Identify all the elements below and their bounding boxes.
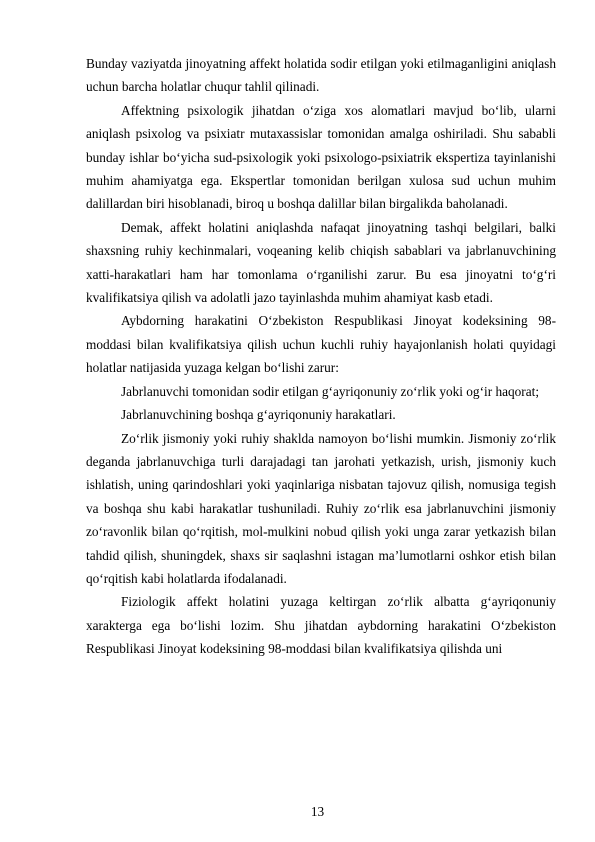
paragraph: Zo‘rlik jismoniy yoki ruhiy shaklda namoyon bo‘lishi mumkin. Jismoniy zo‘rlik deganda jabrlanuvchiga turli darajadagi tan jarohati yetkazish, urish, jismoniy kuch ishlatish, uning qarindoshlari yoki yaqinlariga nisbatan tajovuz qilish, nomusiga tegish va boshqa shu kabi harakatlar tushuniladi. Ruhiy zo‘rlik esa jabrlanuvchini jismoniy zo‘ravonlik bilan qo‘rqitish, mol-mulkini nobud qilish yoki unga zarar yetkazish bilan tahdid qilish, shuningdek, shaxs sir saqlashni istagan ma’lumotlarni oshkor etish bilan qo‘rqitish kabi holatlarda ifodalanadi. xyxy=(86,430,556,586)
paragraph: Aybdorning harakatini O‘zbekiston Respublikasi Jinoyat kodeksining 98-moddasi bilan kvalifikatsiya qilish uchun kuchli ruhiy hayajonlanish holati quyidagi holatlar natijasida yuzaga kelgan bo‘lishi zarur: xyxy=(86,313,556,376)
paragraph: Jabrlanuvchi tomonidan sodir etilgan g‘ayriqonuniy zo‘rlik yoki og‘ir haqorat; xyxy=(121,383,540,399)
paragraph: Affektning psixologik jihatdan o‘ziga xos alomatlari mavjud bo‘lib, ularni aniqlash psixolog va psixiatr mutaxassislar tomonidan amalga oshiriladi. Shu sababli bunday ishlar bo‘yicha sud-psixologik yoki psixologo-psixiatrik ekspertiza tayinlanishi muhim ahamiyatga ega. Ekspertlar tomonidan berilgan xulosa sud uchun muhim dalillardan biri hisoblanadi, biroq u boshqa dalillar bilan birgalikda baholanadi. xyxy=(86,102,556,212)
page-number: 13 xyxy=(310,804,325,819)
paragraph: Jabrlanuvchining boshqa g‘ayriqonuniy harakatlari. xyxy=(121,407,396,423)
document-body xyxy=(86,52,556,661)
paragraph: Bunday vaziyatda jinoyatning affekt holatida sodir etilgan yoki etilmaganligini aniqlash uchun barcha holatlar chuqur tahlil qilinadi. xyxy=(86,56,556,95)
paragraph: Fiziologik affekt holatini yuzaga keltirgan zo‘rlik albatta g‘ayriqonuniy xarakterga ega bo‘lishi lozim. Shu jihatdan aybdorning harakatini O‘zbekiston Respublikasi Jinoyat kodeksining 98-moddasi bilan kvalifikatsiya qilishda uni xyxy=(86,594,556,657)
paragraph: Demak, affekt holatini aniqlashda nafaqat jinoyatning tashqi belgilari, balki shaxsning ruhiy kechinmalari, voqeaning kelib chiqish sabablari va jabrlanuvchining xatti-harakatlari ham har tomonlama o‘rganilishi zarur. Bu esa jinoyatni to‘g‘ri kvalifikatsiya qilish va adolatli jazo tayinlashda muhim ahamiyat kasb etadi. xyxy=(86,219,556,306)
